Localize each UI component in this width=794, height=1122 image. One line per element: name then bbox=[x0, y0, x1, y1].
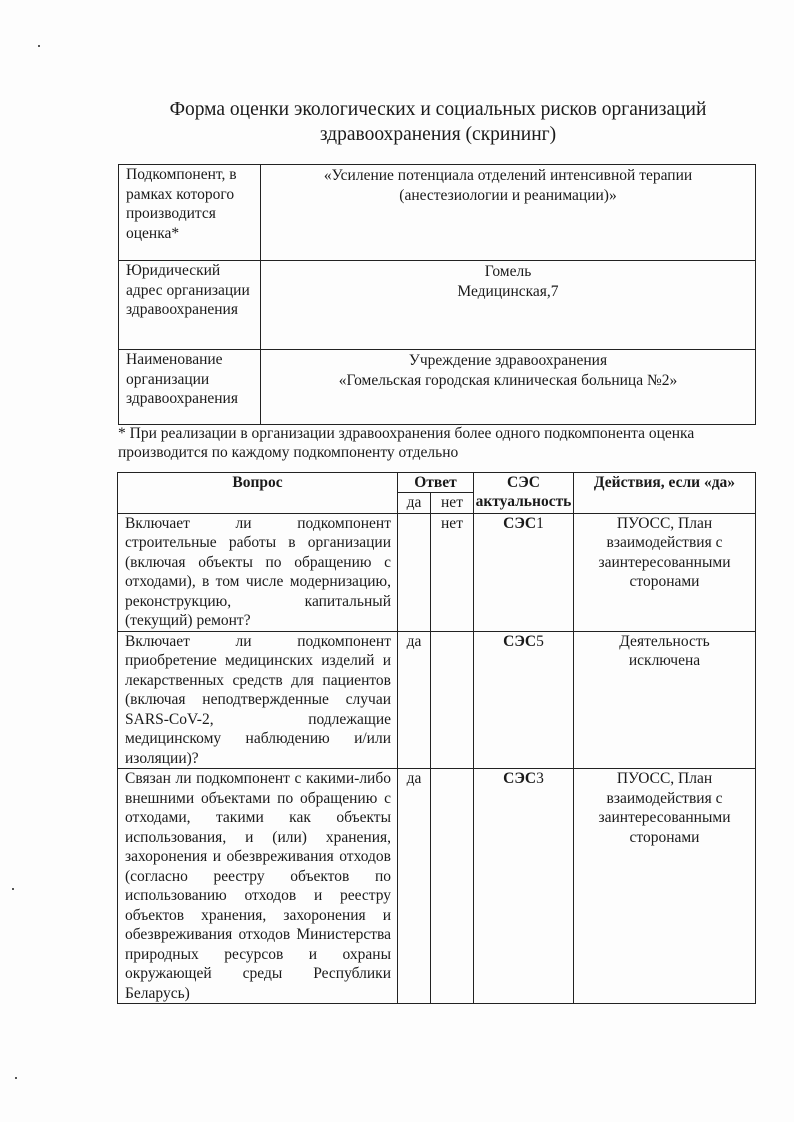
actions-cell: ПУОСС, План взаимодействия с заинтересованными сторонами bbox=[574, 769, 756, 1004]
answer-no-cell bbox=[431, 769, 474, 1004]
info-label-subcomponent: Подкомпонент, в рамках которого производится оценка* bbox=[119, 165, 261, 261]
table-row bbox=[118, 769, 756, 1004]
question-text: Связан ли подкомпонент с какими-либо внешними объектами по обращению с отходами, такими как объекты использования, и (или) хранения, захоронения и обезвреживания отходов (согласно реестру объектов по использованию отходов и реестру объектов хранения, захоронения и обезвреживания отходов Министерства природных ресурсов и охраны окружающей среды Республики Беларусь) bbox=[118, 769, 398, 1004]
ses-cell: СЭС3 bbox=[474, 769, 574, 1004]
answer-yes-cell: да bbox=[398, 769, 431, 1004]
ses-cell: СЭС5 bbox=[474, 631, 574, 769]
header-question: Вопрос bbox=[118, 473, 398, 514]
info-label-organization-name: Наименование организации здравоохранения bbox=[119, 350, 261, 425]
answer-yes-cell: да bbox=[398, 631, 431, 769]
question-text: Включает ли подкомпонент приобретение медицинских изделий и лекарственных средств для пациентов (включая неподтвержденные случаи SARS-CoV-2, подлежащие медицинскому наблюдению и/или изоляции)? bbox=[118, 631, 398, 769]
screening-questions-table bbox=[117, 472, 756, 1004]
info-label-address: Юридический адрес организации здравоохранения bbox=[119, 261, 261, 350]
document-title bbox=[118, 97, 758, 147]
organization-info-table bbox=[118, 164, 756, 425]
answer-no-cell bbox=[431, 631, 474, 769]
table-header-row bbox=[118, 473, 756, 493]
info-row-organization-name bbox=[119, 350, 756, 425]
scan-speck bbox=[15, 1077, 17, 1079]
header-yes: да bbox=[398, 493, 431, 514]
footnote: * При реализации в организации здравоохранения более одного подкомпонента оценка производится по каждому подкомпоненту отдельно bbox=[118, 425, 695, 461]
answer-yes-cell bbox=[398, 513, 431, 631]
info-value-address: Гомель Медицинская,7 bbox=[261, 261, 756, 350]
header-actions: Действия, если «да» bbox=[574, 473, 756, 514]
header-no: нет bbox=[431, 493, 474, 514]
scan-speck bbox=[12, 888, 14, 890]
ses-cell: СЭС1 bbox=[474, 513, 574, 631]
scan-speck bbox=[38, 45, 40, 47]
info-value-subcomponent: «Усиление потенциала отделений интенсивной терапии (анестезиологии и реанимации)» bbox=[261, 165, 756, 261]
header-answer: Ответ bbox=[398, 473, 474, 493]
actions-cell: Деятельность исключена bbox=[574, 631, 756, 769]
table-row bbox=[118, 513, 756, 631]
info-value-organization-name: Учреждение здравоохранения «Гомельская городская клиническая больница №2» bbox=[261, 350, 756, 425]
header-ses: СЭС актуальность bbox=[474, 473, 574, 514]
answer-no-cell: нет bbox=[431, 513, 474, 631]
title-line-1: Форма оценки экологических и социальных рисков организаций bbox=[169, 99, 707, 120]
info-row-subcomponent bbox=[119, 165, 756, 261]
title-line-2: здравоохранения (скрининг) bbox=[319, 124, 557, 145]
actions-cell: ПУОСС, План взаимодействия с заинтересованными сторонами bbox=[574, 513, 756, 631]
table-row bbox=[118, 631, 756, 769]
info-row-address bbox=[119, 261, 756, 350]
question-text: Включает ли подкомпонент строительные работы в организации (включая объекты по обращению с отходами), в том числе модернизацию, реконструкцию, капитальный (текущий) ремонт? bbox=[118, 513, 398, 631]
